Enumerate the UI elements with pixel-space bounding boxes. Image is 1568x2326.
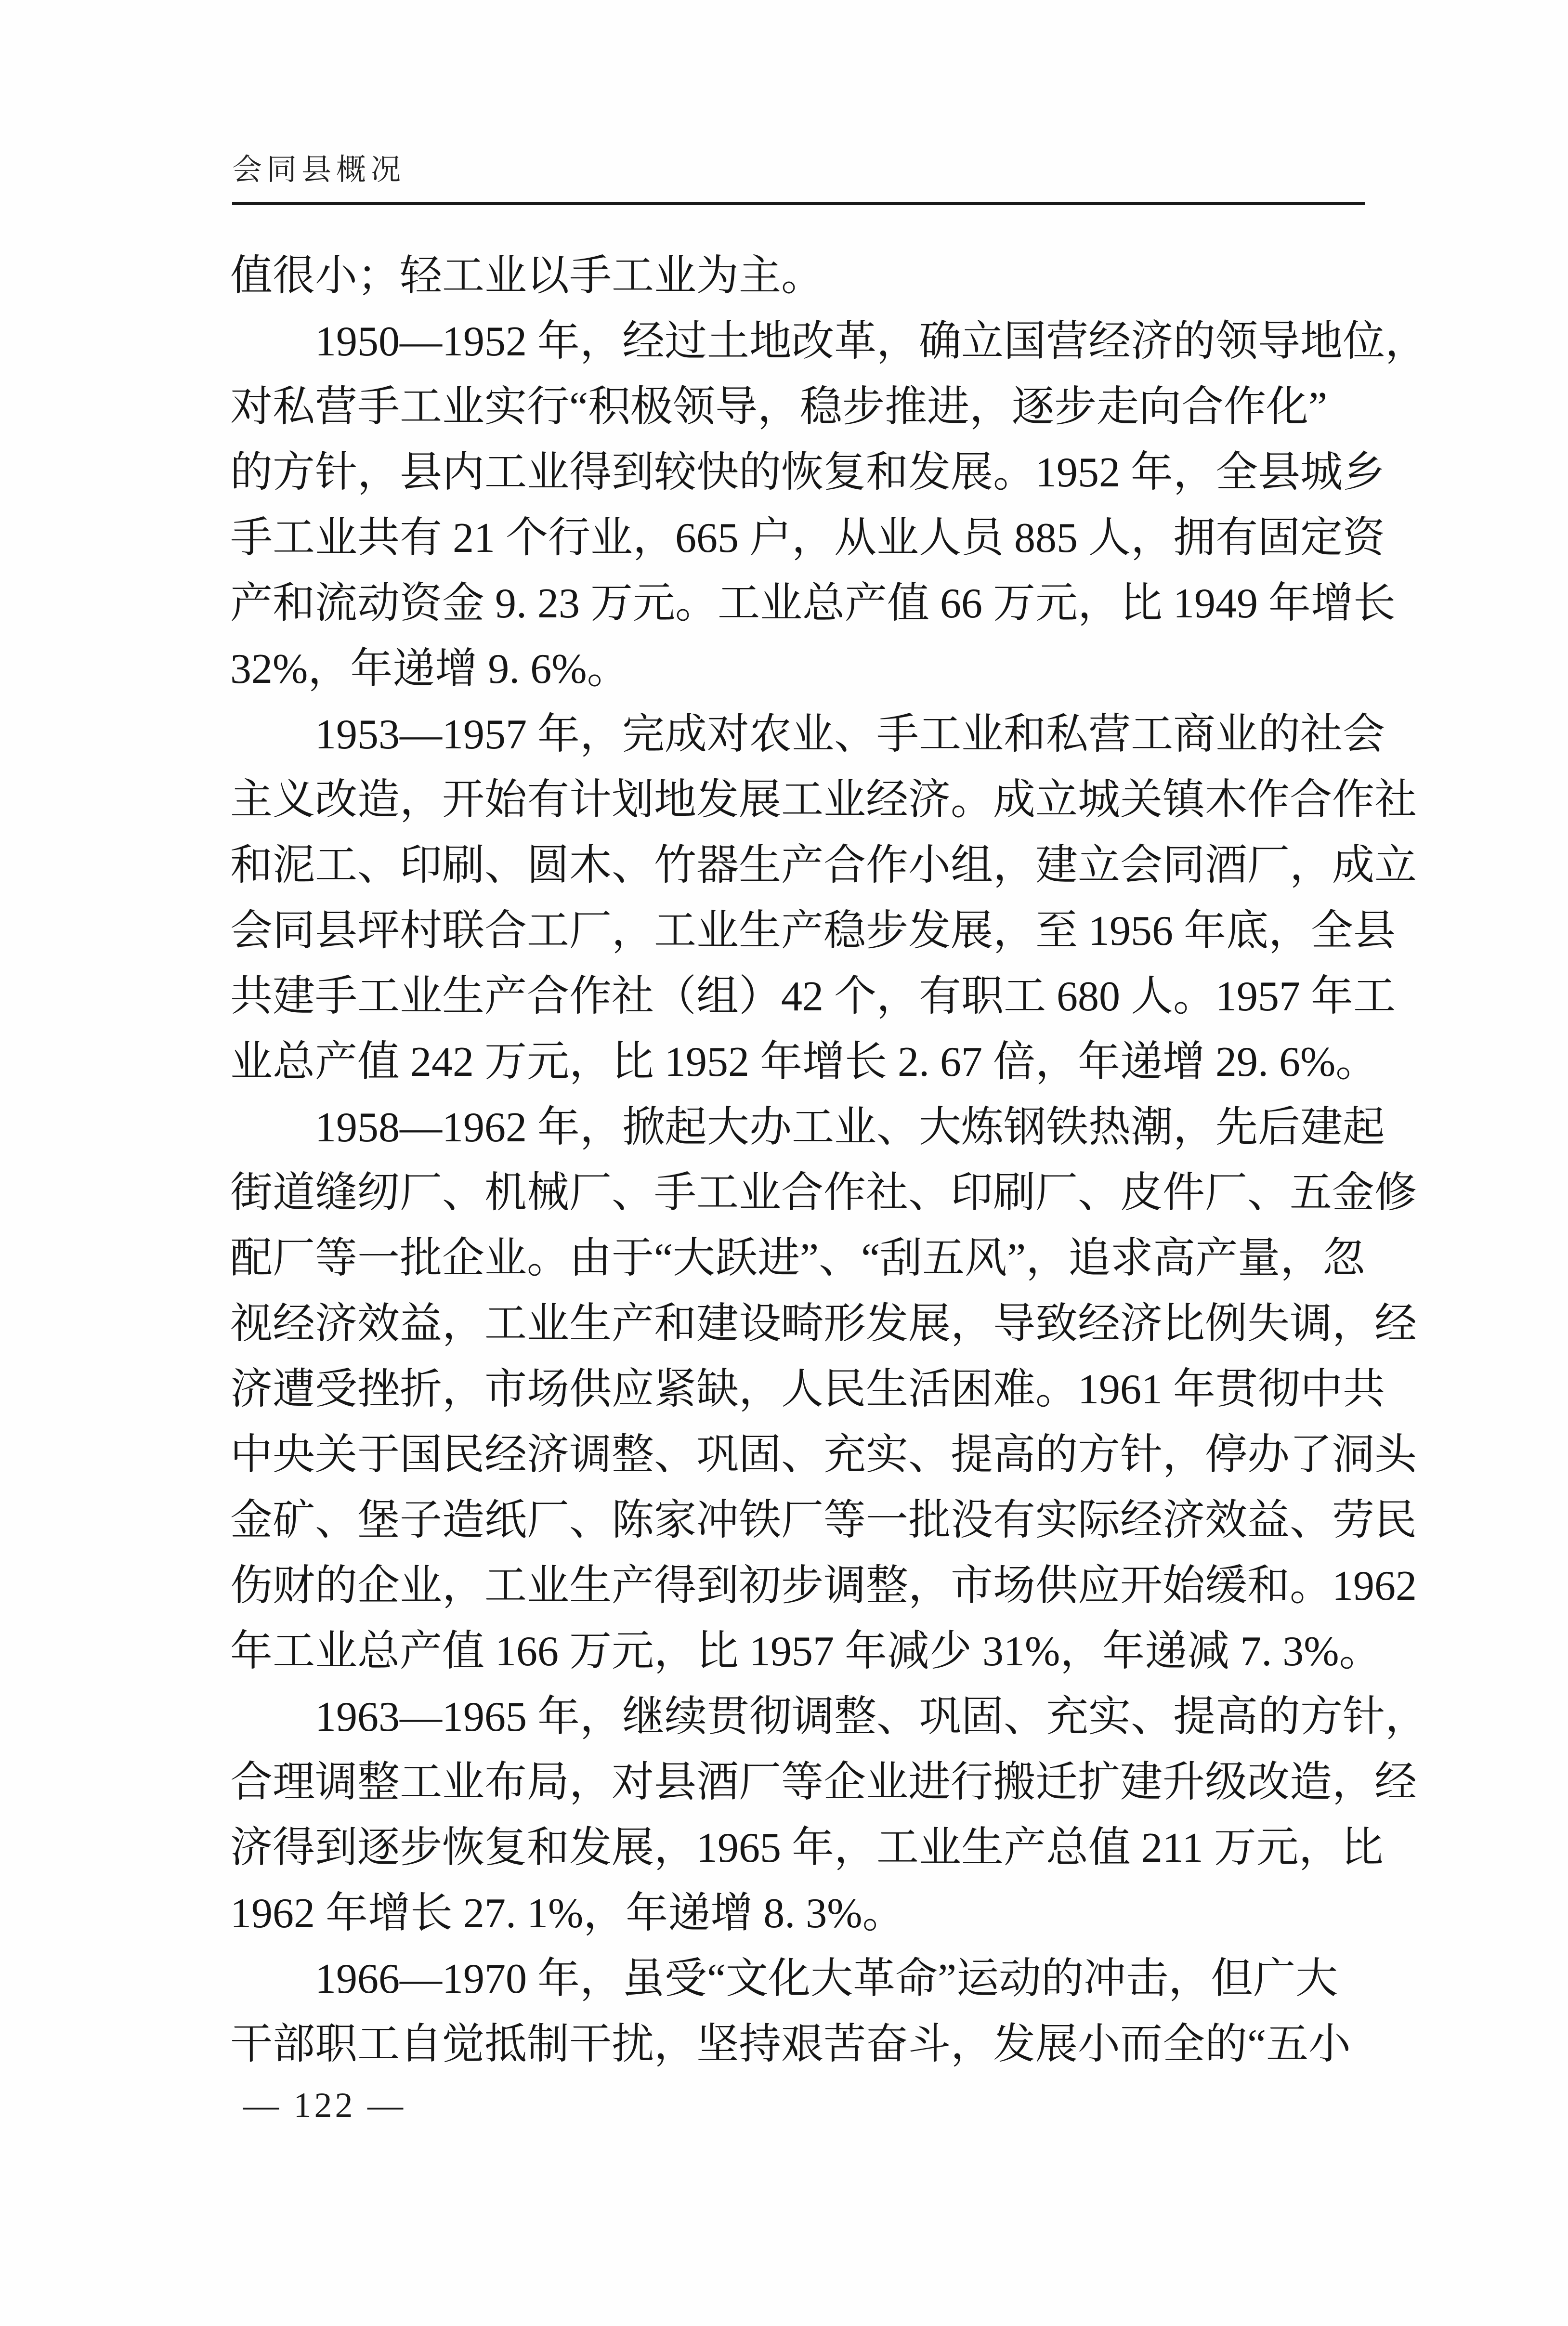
body-line: 街道缝纫厂、机械厂、手工业合作社、印刷厂、皮件厂、五金修 <box>230 1170 1417 1216</box>
page-number: — 122 — <box>243 2086 406 2125</box>
body-line: 济得到逐步恢复和发展，1965 年，工业生产总值 211 万元，比 <box>230 1825 1384 1871</box>
running-head-title: 会同县概况 <box>232 154 406 186</box>
body-line: 济遭受挫折，市场供应紧缺，人民生活困难。1961 年贯彻中共 <box>230 1366 1385 1413</box>
body-line: 1953—1957 年，完成对农业、手工业和私营工商业的社会 <box>230 711 1385 758</box>
body-line: 的方针，县内工业得到较快的恢复和发展。1952 年，全县城乡 <box>230 449 1385 496</box>
body-line: 配厂等一批企业。由于“大跃进”、“刮五风”，追求高产量，忽 <box>230 1235 1365 1282</box>
body-line: 主义改造，开始有计划地发展工业经济。成立城关镇木作合作社 <box>230 777 1417 823</box>
body-line: 32%，年递增 9. 6%。 <box>230 646 629 693</box>
body-line: 对私营手工业实行“积极领导，稳步推进，逐步走向合作化” <box>230 384 1328 431</box>
body-line: 干部职工自觉抵制干扰，坚持艰苦奋斗，发展小而全的“五小 <box>230 2021 1351 2068</box>
body-line: 1962 年增长 27. 1%，年递增 8. 3%。 <box>230 1890 905 1937</box>
body-line: 金矿、堡子造纸厂、陈家冲铁厂等一批没有实际经济效益、劳民 <box>230 1497 1417 1544</box>
body-line: 年工业总产值 166 万元，比 1957 年减少 31%，年递减 7. 3%。 <box>230 1628 1382 1675</box>
body-line: 伤财的企业，工业生产得到初步调整，市场供应开始缓和。1962 <box>230 1563 1417 1609</box>
body-line: 1963—1965 年，继续贯彻调整、巩固、充实、提高的方针， <box>230 1694 1428 1740</box>
body-line: 业总产值 242 万元，比 1952 年增长 2. 67 倍，年递增 29. 6%。 <box>230 1039 1378 1085</box>
body-line: 1950—1952 年，经过土地改革，确立国营经济的领导地位， <box>230 318 1428 365</box>
body-line: 中央关于国民经济调整、巩固、充实、提高的方针，停办了洞头 <box>230 1432 1417 1478</box>
body-line: 和泥工、印刷、圆木、竹器生产合作小组，建立会同酒厂，成立 <box>230 842 1417 889</box>
header-rule <box>232 202 1365 205</box>
body-line: 产和流动资金 9. 23 万元。工业总产值 66 万元，比 1949 年增长 <box>230 580 1396 627</box>
body-line: 手工业共有 21 个行业，665 户，从业人员 885 人，拥有固定资 <box>230 515 1385 562</box>
body-line: 合理调整工业布局，对县酒厂等企业进行搬迁扩建升级改造，经 <box>230 1759 1417 1806</box>
body-line: 视经济效益，工业生产和建设畸形发展，导致经济比例失调，经 <box>230 1301 1417 1347</box>
body-text-block <box>230 244 1428 2078</box>
body-line: 1966—1970 年，虽受“文化大革命”运动的冲击，但广大 <box>230 1956 1338 2002</box>
body-line: 值很小；轻工业以手工业为主。 <box>230 253 824 300</box>
body-line: 1958—1962 年，掀起大办工业、大炼钢铁热潮，先后建起 <box>230 1104 1385 1151</box>
body-line: 共建手工业生产合作社（组）42 个，有职工 680 人。1957 年工 <box>230 973 1396 1020</box>
body-line: 会同县坪村联合工厂，工业生产稳步发展，至 1956 年底，全县 <box>230 908 1396 954</box>
